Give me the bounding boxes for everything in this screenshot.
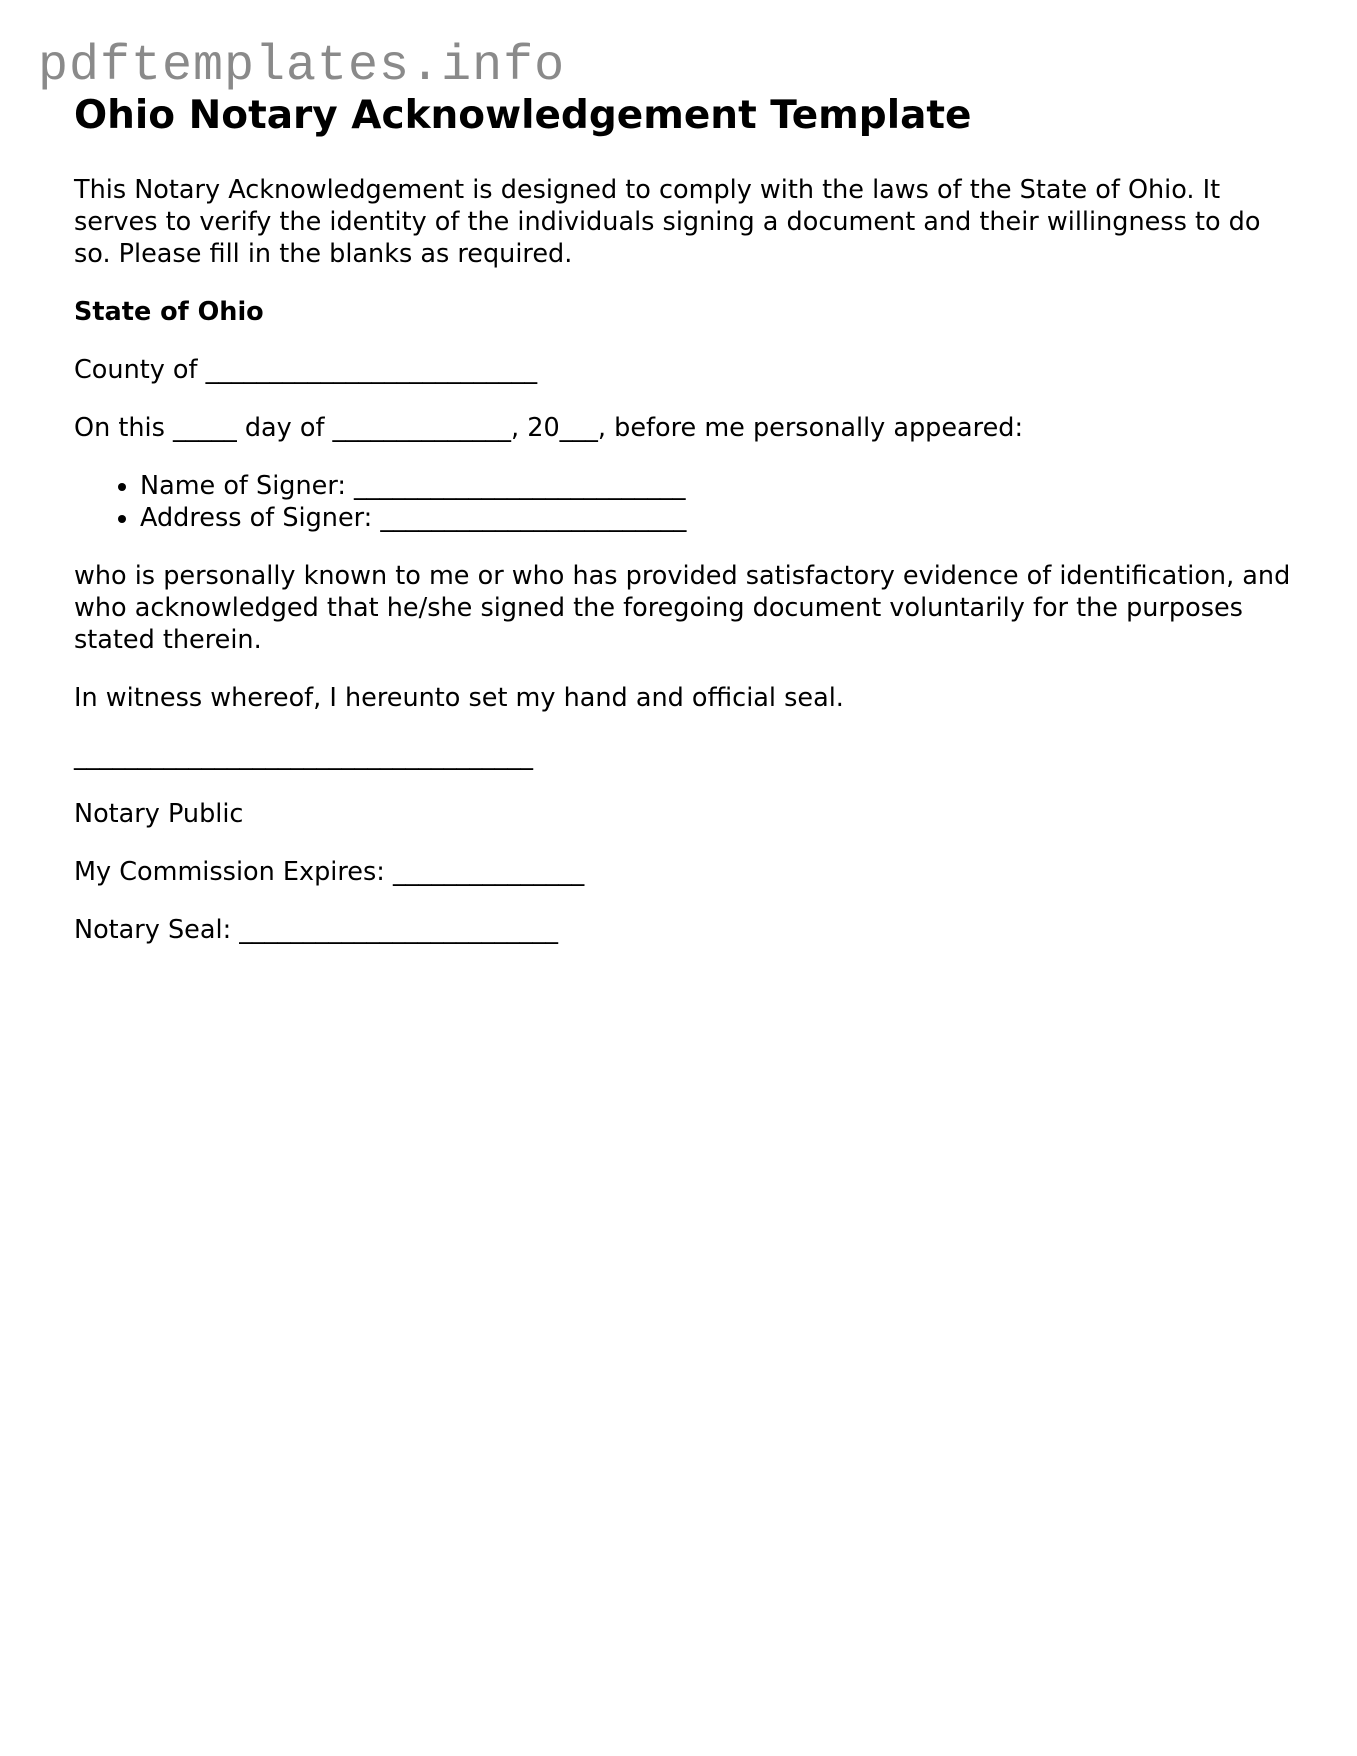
watermark: pdftemplates.info <box>38 38 566 95</box>
notary-public-label: Notary Public <box>74 799 244 829</box>
acknowledgement-paragraph: who is personally known to me or who has provided satisfactory evidence of identification, and who acknowledged that he/she signed the foregoing document voluntarily for the purposes stated therein. <box>74 561 1291 655</box>
document-body <box>74 92 1294 946</box>
state-heading: State of Ohio <box>74 297 264 327</box>
date-line: On this _____ day of ______________, 20___, before me personally appeared: <box>74 413 1024 443</box>
intro-paragraph: This Notary Acknowledgement is designed to comply with the laws of the State of Ohio. It serves to verify the identity of the individuals signing a document and their willingness to do so. Please fill in the blanks as required. <box>74 175 1261 269</box>
signer-address-item: • Address of Signer: ________________________ <box>140 502 1294 534</box>
notary-seal-line: Notary Seal: _________________________ <box>74 915 559 945</box>
document-title: Ohio Notary Acknowledgement Template <box>74 93 972 138</box>
signer-name-item: • Name of Signer: __________________________ <box>140 470 1294 502</box>
commission-expires-line: My Commission Expires: _______________ <box>74 857 585 887</box>
signature-line: ____________________________________ <box>74 741 533 771</box>
signer-list <box>74 470 1294 534</box>
witness-line: In witness whereof, I hereunto set my hand and official seal. <box>74 683 844 713</box>
county-line: County of __________________________ <box>74 355 538 385</box>
